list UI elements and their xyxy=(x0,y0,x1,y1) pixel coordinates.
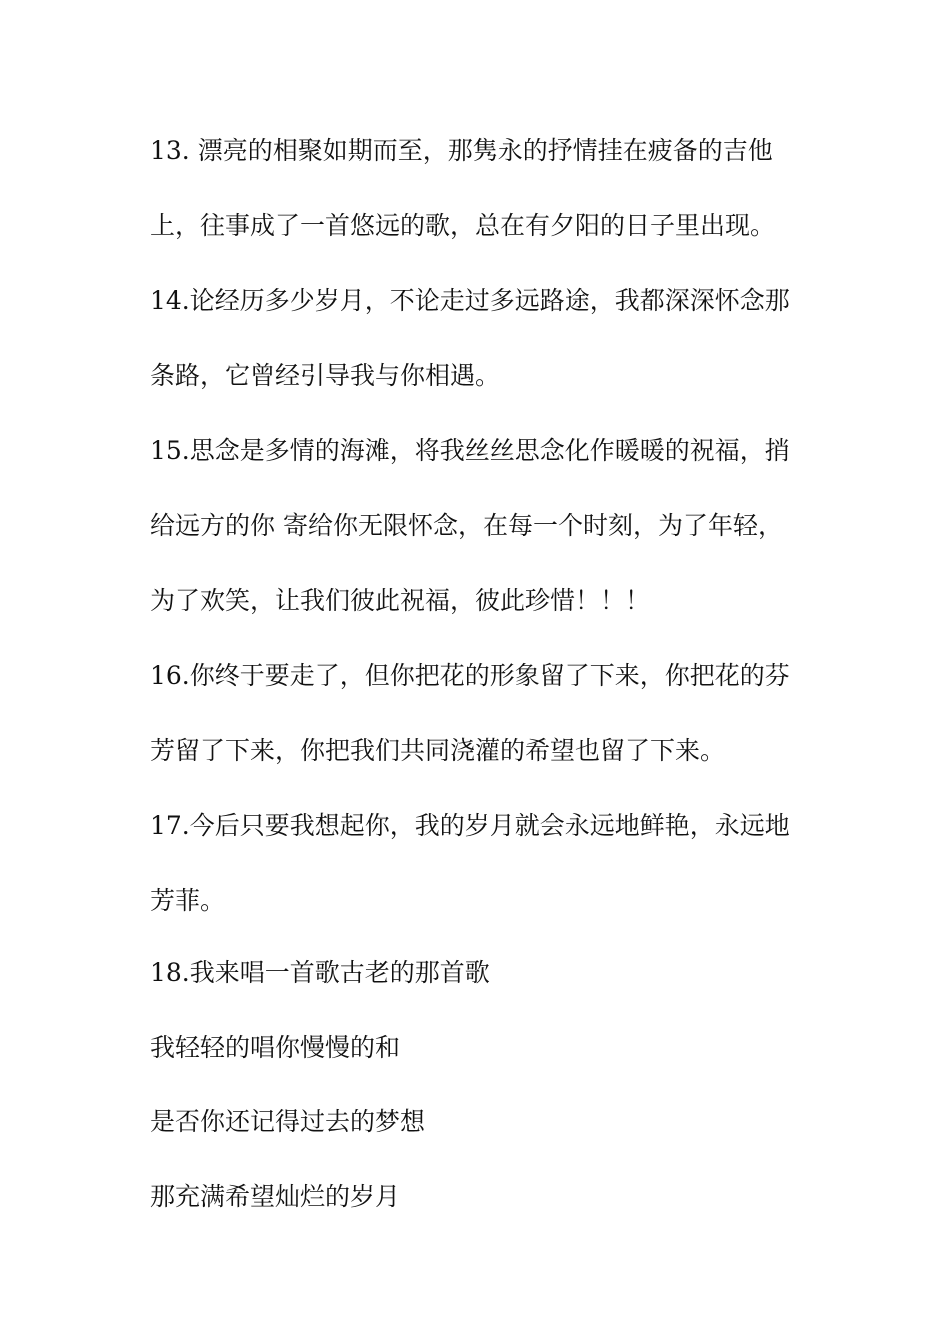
text-line: 我轻轻的唱你慢慢的和 xyxy=(150,1033,401,1062)
text-line: 是否你还记得过去的梦想 xyxy=(150,1107,426,1136)
text-line: 18.我来唱一首歌古老的那首歌 xyxy=(150,958,490,987)
text-line: 17.今后只要我想起你，我的岁月就会永远地鲜艳，永远地 xyxy=(150,811,790,840)
text-line: 芳菲。 xyxy=(150,886,226,915)
text-line: 条路，它曾经引导我与你相遇。 xyxy=(150,361,501,390)
text-line: 为了欢笑，让我们彼此祝福，彼此珍惜！！！ xyxy=(150,586,651,615)
text-line: 16.你终于要走了，但你把花的形象留了下来，你把花的芬 xyxy=(150,661,790,690)
text-line: 13. 漂亮的相聚如期而至，那隽永的抒情挂在疲备的吉他 xyxy=(150,136,773,165)
text-line: 上，往事成了一首悠远的歌，总在有夕阳的日子里出现。 xyxy=(150,211,776,240)
text-line: 15.思念是多情的海滩，将我丝丝思念化作暖暖的祝福，捎 xyxy=(150,436,790,465)
text-line: 给远方的你 寄给你无限怀念，在每一个时刻，为了年轻， xyxy=(150,511,783,540)
text-line: 14.论经历多少岁月，不论走过多远路途，我都深深怀念那 xyxy=(150,286,790,315)
text-line: 那充满希望灿烂的岁月 xyxy=(150,1182,401,1211)
text-line: 芳留了下来，你把我们共同浇灌的希望也留了下来。 xyxy=(150,736,726,765)
